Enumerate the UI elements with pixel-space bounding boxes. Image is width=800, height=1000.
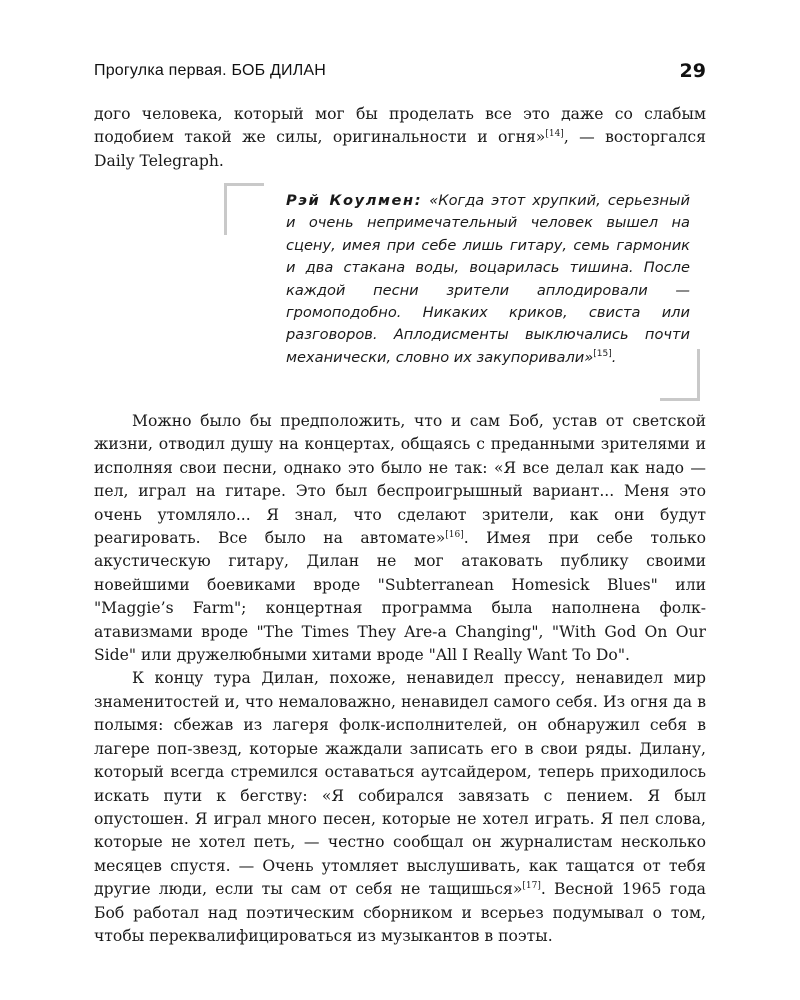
quote-body: «Когда этот хрупкий, серьезный и очень непримечательный человек вышел на сцену, имея при себе лишь гитару, семь гармоник и два стакана воды, воцарилась тишина. После каждой песни зрители аплодировали — громоподобно. Никаких криков, свиста или разговоров. Аплодисменты выключались почти механически, словно их закупоривали»: [286, 192, 690, 366]
quote-end: .: [611, 348, 617, 366]
page-number: 29: [679, 60, 706, 82]
intro-text-after: , — восторгался Daily Telegraph.: [94, 128, 706, 170]
quote-corner-bottom-right: [697, 349, 700, 401]
paragraph-2-text-after: . Весной 1965 года Боб работал над поэтическим сборником и всерьез подумывал о том, чтобы переквалифицироваться из музыкантов в поэты.: [94, 880, 706, 945]
footnote-ref-14: [14]: [545, 129, 564, 140]
quote-box: [224, 183, 700, 401]
footnote-ref-15: [15]: [593, 348, 612, 359]
quote-corner-bottom-right-h: [660, 398, 700, 401]
main-text: [94, 410, 706, 948]
running-head: Прогулка первая. БОБ ДИЛАН: [94, 62, 327, 79]
quote-corner-top-left-h: [224, 183, 264, 186]
intro-text: дого человека, который мог бы проделать все это даже со слабым подобием такой же силы, оригинальности и огня»: [94, 105, 706, 147]
paragraph-2: [94, 667, 706, 948]
quote-corner-top-left: [224, 183, 227, 235]
paragraph-1-text-after: . Имея при себе только акустическую гитару, Дилан не мог атаковать публику своими новейшими боевиками вроде "Subterranean Homesick Blues" или "Maggie’s Farm"; концертная программа была наполнена фолк-атавизмами вроде "The Times They Are-a Changing", "With God On Our Side" или дружелюбными хитами вроде "All I Really Want To Do".: [94, 529, 706, 665]
footnote-ref-16: [16]: [445, 529, 464, 540]
footnote-ref-17: [17]: [522, 880, 541, 891]
paragraph-1: [94, 410, 706, 667]
quote-text: [286, 190, 690, 369]
quote-speaker: Рэй Коулмен:: [286, 192, 423, 209]
paragraph-1-text: Можно было бы предположить, что и сам Боб, устав от светской жизни, отводил душу на концертах, общаясь с преданными зрителями и исполняя свои песни, однако это было не так: «Я все делал как надо — пел, играл на гитаре. Это был беспроигрышный вариант... Меня это очень утомляло... Я знал, что сделают зрители, как они будут реагировать. Все было на автомате»: [94, 412, 706, 548]
intro-paragraph: [94, 103, 706, 173]
paragraph-2-text: К концу тура Дилан, похоже, ненавидел прессу, ненавидел мир знаменитостей и, что немаловажно, ненавидел самого себя. Из огня да в полымя: сбежав из лагеря фолк-исполнителей, он обнаружил себя в лагере поп-звезд, которые жаждали записать его в свои ряды. Дилану, который всегда стремился оставаться аутсайдером, теперь приходилось искать пути к бегству: «Я собирался завязать с пением. Я был опустошен. Я играл много песен, которые не хотел играть. Я пел слова, которые не хотел петь, — честно сообщал он журналистам несколько месяцев спустя. — Очень утомляет выслушивать, как тащатся от тебя другие люди, если ты сам от себя не тащишься»: [94, 669, 706, 899]
page-header: [94, 62, 706, 86]
